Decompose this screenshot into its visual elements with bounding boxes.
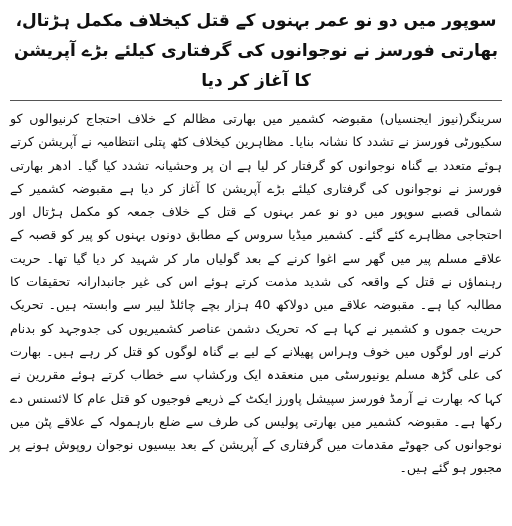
headline: سوپور میں دو نو عمر بہنوں کے قتل کیخلاف مکمل ہڑتال، بھارتی فورسز نے نوجوانوں کی گرفتاری کیلئے بڑے آپریشن کا آغاز کر دیا bbox=[14, 11, 498, 91]
news-article bbox=[10, 6, 502, 520]
article-body: سرینگر(نیوز ایجنسیاں) مقبوضہ کشمیر میں بھارتی مظالم کے خلاف احتجاج کرنیوالوں کو سکیورٹی فورسز نے تشدد کا نشانہ بنایا۔ مظاہرین کیخلاف کٹھ پتلی انتظامیہ نے آپریشن کرتے ہوئے متعدد بے گناہ نوجوانوں کو گرفتار کر لیا ہے ان پر وحشیانہ تشدد کیا گیا۔ ادھر بھارتی فورسز نے نوجوانوں کی گرفتاری کیلئے بڑے آپریشن کا آغاز کر دیا ہے مقبوضہ کشمیر کے شمالی قصبے سوپور میں دو نو عمر بہنوں کے قتل کے خلاف جمعہ کو مکمل ہڑتال اور احتجاجی مظاہرے کئے گئے۔ کشمیر میڈیا سروس کے مطابق دونوں بہنوں کو پیر کو قصبہ کے علاقے مسلم پیر میں گھر سے اغوا کرنے کے بعد گولیاں مار کر شہید کر دیا گیا تھا۔ حریت رہنماؤں نے قتل کے واقعہ کی شدید مذمت کرتے ہوئے اس کی غیر جانبدارانہ تحقیقات کا مطالبہ کیا ہے۔ مقبوضہ علاقے میں دولاکھ 40 ہزار بچے چائلڈ لیبر سے وابستہ ہیں۔ تحریک حریت جموں و کشمیر نے کہا ہے کہ تحریک دشمن عناصر کشمیریوں کی جدوجہد کو بدنام کرنے اور لوگوں میں خوف وہراس پھیلانے کے لیے بے گناہ لوگوں کو قتل کر رہے ہیں۔ بھارت کی علی گڑھ مسلم یونیورسٹی میں منعقدہ ایک ورکشاپ سے خطاب کرتے ہوئے مقررین نے کہا کہ بھارت نے آرمڈ فورسز سپیشل پاورز ایکٹ کے ذریعے فوجیوں کو قتل عام کا لائسنس دے رکھا ہے۔ مقبوضہ کشمیر میں بھارتی پولیس کی طرف سے ضلع بارہمولہ کے علاقے پٹن میں نوجوانوں کی جھوٹے مقدمات میں گرفتاری کے آپریشن کے بعد بیسیوں نوجوان روپوش ہونے پر مجبور ہو گئے ہیں۔ bbox=[10, 111, 502, 476]
headline-divider bbox=[10, 100, 502, 101]
